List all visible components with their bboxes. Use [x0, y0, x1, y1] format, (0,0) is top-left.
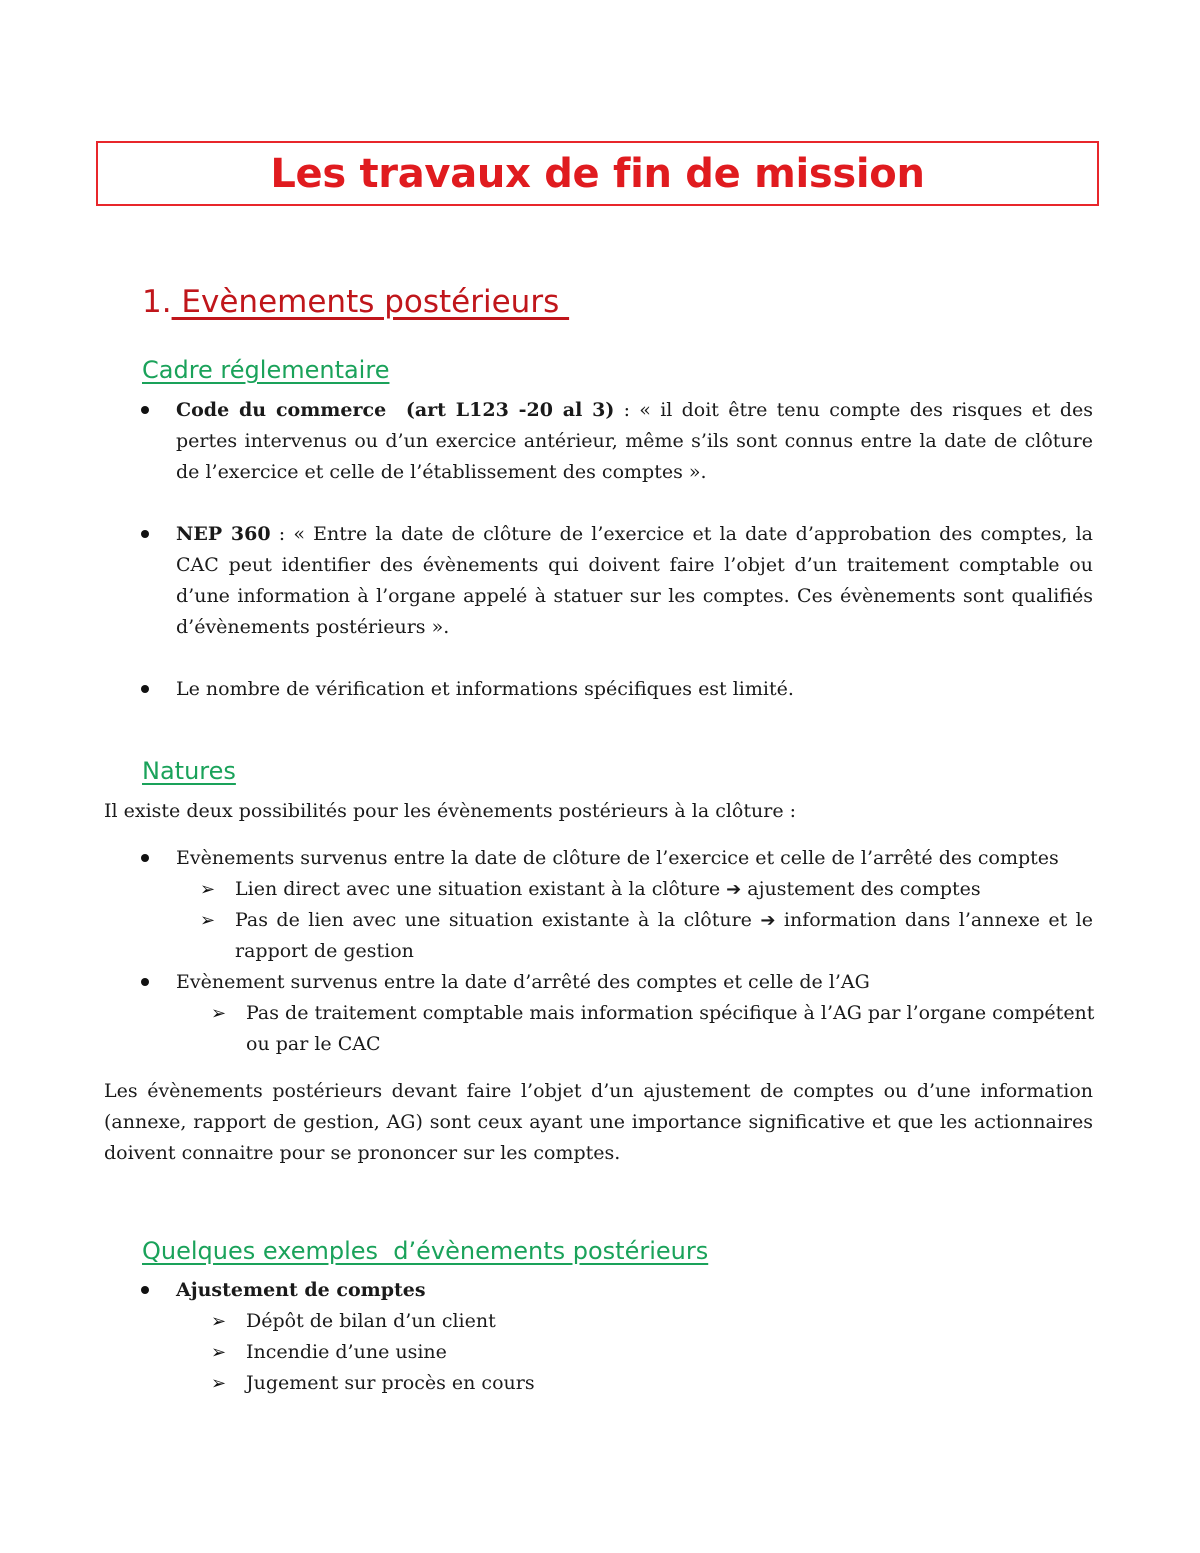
natures-sub-2a-cont: ou par le CAC	[246, 1033, 381, 1055]
section-title: Evènements postérieurs	[171, 284, 570, 320]
natures-sub-1b-right: information dans l’annexe et le	[775, 909, 1093, 931]
cadre-item-2-text: : « Entre la date de clôture de l’exercice et la date d’approbation des comptes, la CAC peut identifier des évènements qui doivent faire l’objet d’un traitement comptable ou d’une information à l’organe appelé à statuer sur les comptes. Ces évènements sont qualifiés d’évènements postérieurs ».	[176, 523, 1093, 638]
natures-sub-1a-right: ajustement des comptes	[741, 878, 981, 900]
natures-sub-1b	[235, 905, 1093, 936]
cadre-item-1-text: : « il doit être tenu compte des risques et des pertes intervenus ou d’un exercice antérieur, même s’ils sont connus entre la date de clôture de l’exercice et celle de l’établissement des comptes ».	[176, 399, 1093, 483]
section-number: 1.	[142, 284, 172, 320]
implies-arrow-icon: ➔	[726, 879, 742, 900]
arrowhead-icon: ➢	[211, 1373, 227, 1394]
natures-sub-1a-left: Lien direct avec une situation existant à la clôture	[235, 878, 727, 900]
subheading-exemples: Quelques exemples d’évènements postérieurs	[142, 1237, 709, 1265]
arrowhead-icon: ➢	[211, 1003, 227, 1024]
cadre-item-2	[176, 519, 1093, 643]
exemples-sub-1: Dépôt de bilan d’un client	[246, 1310, 496, 1332]
bullet-icon	[141, 685, 149, 693]
bullet-icon	[141, 406, 149, 414]
natures-sub-1b-cont: rapport de gestion	[235, 940, 414, 962]
natures-sub-1b-left: Pas de lien avec une situation existante à la clôture	[235, 909, 761, 931]
section-heading	[142, 284, 569, 320]
arrowhead-icon: ➢	[211, 1342, 227, 1363]
arrowhead-icon: ➢	[211, 1311, 227, 1332]
exemples-sub-2: Incendie d’une usine	[246, 1341, 447, 1363]
natures-intro: Il existe deux possibilités pour les évènements postérieurs à la clôture :	[104, 800, 797, 822]
bullet-icon	[141, 978, 149, 986]
natures-sub-2a: Pas de traitement comptable mais information spécifique à l’AG par l’organe compétent	[246, 1002, 1095, 1024]
cadre-item-2-bold: NEP 360	[176, 523, 271, 545]
natures-sub-1a	[235, 874, 981, 905]
subheading-natures: Natures	[142, 757, 236, 785]
cadre-item-1-bold: Code du commerce (art L123 -20 al 3)	[176, 399, 615, 421]
bullet-icon	[141, 1286, 149, 1294]
bullet-icon	[141, 854, 149, 862]
arrowhead-icon: ➢	[200, 879, 216, 900]
title-box	[96, 141, 1099, 206]
page-title: Les travaux de fin de mission	[270, 150, 925, 197]
natures-item-1: Evènements survenus entre la date de clôture de l’exercice et celle de l’arrêté des comptes	[176, 847, 1059, 869]
arrowhead-icon: ➢	[200, 910, 216, 931]
implies-arrow-icon: ➔	[760, 910, 776, 931]
exemples-item-1: Ajustement de comptes	[176, 1279, 426, 1301]
cadre-item-3: Le nombre de vérification et informations spécifiques est limité.	[176, 678, 794, 700]
subheading-cadre: Cadre réglementaire	[142, 356, 390, 384]
bullet-icon	[141, 530, 149, 538]
natures-item-2: Evènement survenus entre la date d’arrêté des comptes et celle de l’AG	[176, 971, 870, 993]
exemples-sub-3: Jugement sur procès en cours	[246, 1372, 535, 1394]
cadre-item-1	[176, 395, 1093, 488]
natures-conclusion: Les évènements postérieurs devant faire l’objet d’un ajustement de comptes ou d’une information (annexe, rapport de gestion, AG) sont ceux ayant une importance significative et que les actionnaires doivent connaitre pour se prononcer sur les comptes.	[104, 1080, 1093, 1164]
